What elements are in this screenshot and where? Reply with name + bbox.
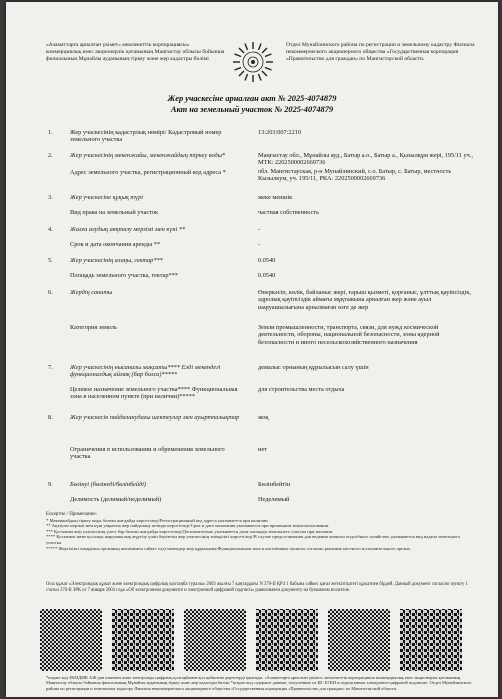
- row-number: 9.: [48, 481, 53, 488]
- row-number: 7.: [48, 364, 53, 371]
- row-value-ru: Неделимый: [258, 496, 290, 503]
- footnote: ** Ақтаулы мерзімі мен күні уақытша жер пайдалану кезінде көрсетіледі/Срок и дата окончания указывается при временном землепользовании.: [46, 523, 330, 529]
- row-value: жеке меншік: [258, 194, 293, 201]
- footer-note: *штрих-код ЗКМДМК АЖ-дан алынған және электронды цифрлық қолтаңбамен қол қойылған деректерді қамтиды. «Азаматтарға арналған үкімет» мемлекеттік корпорациясы коммерциялық емес акционерлік қоғамының Маңғыстау облысы бойынша филиалының Мұнайлы ауданының тіркеу және жер кадастры бөлімі *штрих-код содержит данные, полученные из ИС ЕГКН и подписанные электронно-цифровой подписью. Отдел Мунайлинского района по регистрации и земельному кадастру Филиала некоммерческого акционерного общества «Государственная корпорация «Правительство для граждан» по Мангистауской области.: [46, 675, 472, 691]
- legal-statement: Осы құжат «Электрондық құжат және электрондық цифрлық қолтаңба туралы» 2003 жылғы 7 қаңтардағы N 370-II ҚРЗ 1 бабына сәйкес қағаз жеткізгіштегі құжатпен бірдей. Данный документ согласно пункту 1 статьи 370-II ЗРК от 7 января 2003 года «Об электронном документе и электронной цифровой подписи» равнозначен документу на бумажном носителе.: [46, 582, 468, 593]
- row-label-kz: Жер учаскесіне құқық түрі: [70, 194, 143, 201]
- row-value: Бөлінбейтін: [258, 481, 291, 488]
- row-label-kz: Жер учаскесінің нысаналы мақсаты**** Елді мекендегі функционалдық аймақ (бар болса)*****: [70, 364, 221, 379]
- footnote: *** Қосымша жер учаскесінің үлесі бар болған жағдайда көрсетіледі/Дополнительно указывается доля площади земельного участка при наличии.: [46, 528, 334, 534]
- row-value: 0.0540: [258, 257, 276, 264]
- row-value-ru: Земли промышленности, транспорта, связи, для нужд космической деятельности, обороны, национальной безопасности, зоны ядерной безопасности и иного несельскохозяйственного назначения: [258, 324, 440, 346]
- qr-code: [112, 609, 174, 671]
- qr-code: [184, 609, 246, 671]
- row-label-kz: Жер учаскесін пайдаланудағы шектеулер мен ауыртпалықтар: [70, 414, 240, 421]
- row-value-ru: обл. Мангистауская, р-н Мунайлинский, с.о. Батыр, с. Батыр, местность Кызылкум, уч. 195/11, РКА: 2202500002669736: [258, 168, 452, 183]
- row-label-ru: Ограничения в использовании и обременения земельного участка: [70, 446, 225, 461]
- row-value: Өнеркәсіп, көлік, байланыс жері, ғарыш қызметі, қорғаныс, ұлттық қауіпсіздік, әдролық қауіпсіздік аймағы мұқтажына арналған жер және ауыл шаруашылығына арналмаған өзге де жер: [258, 289, 472, 311]
- row-value-ru: для строительства места отдыха: [258, 386, 345, 393]
- header-org-ru: Отдел Мунайлинского района по регистрации и земельному кадастру Филиала некоммерческого акционерного общества «Государственная корпорация «Правительство для граждан» по Мангистауской области.: [286, 42, 475, 62]
- footnote: * Мекенжайдың тіркеу коды болған жағдайда көрсетіледі/Регистрационный код адреса указывается при наличии.: [46, 517, 269, 523]
- row-label-ru: Срок и дата окончания аренды **: [70, 241, 161, 248]
- row-value-ru: нет: [258, 446, 267, 453]
- row-value-ru: частная собственность: [258, 209, 320, 216]
- row-number: 3.: [48, 194, 53, 201]
- row-label-ru: Площадь земельного участка, гектар***: [70, 272, 178, 279]
- footnote: **** Қосымша жеке қосалқы шаруашылық жүргізу үшін берілетін жер учаскесінің тиімділігі көрсетіледі/В случае предоставления для ведения личного подсобного хозяйства, указывается вид надела земельного участка.: [46, 534, 461, 545]
- state-emblem-icon: [231, 40, 275, 84]
- row-label-ru: Категория земель: [70, 324, 117, 331]
- header-org-kz: «Азаматтарға арналған үкімет» мемлекеттік корпорациясы» коммерциялық емес акционерлік қоғамының Маңғыстау облысы бойынша филиалының Мұнайлы ауданының тіркеу және жер кадастры бөлімі: [46, 42, 225, 62]
- footnote: ***** Жергілікті атқарушы органның шешімімен сәйкес елді мекендер жер құрылымы/Функциональная зона в населённых пунктах согласно решения местного исполнительного органа.: [46, 545, 411, 551]
- act-title-ru: Акт на земельный участок № 2025-4074879: [170, 105, 334, 114]
- row-number: 4.: [48, 226, 53, 233]
- qr-code: [328, 609, 390, 671]
- row-label-ru: Вид права на земельный участок: [70, 209, 159, 216]
- footnotes: [46, 512, 476, 551]
- row-value: 13:203:007:2210: [258, 129, 302, 136]
- row-number: 8.: [48, 414, 53, 421]
- row-label-kz: Жалға алудың аяқталу мерзімі мен күні **: [70, 226, 186, 233]
- qr-code: [400, 609, 462, 671]
- act-title-kz: Жер учаскесіне арналған акт № 2025-4074879: [167, 94, 337, 103]
- row-label-kz: Бөлінуі (бөлінеді/бөлінбейді): [70, 481, 147, 488]
- row-value-ru: 0.0540: [258, 272, 276, 279]
- row-label-kz: Жер учаскесінің алаңы, гектар***: [70, 257, 163, 264]
- row-label-kz: Жердің санаты: [70, 289, 113, 296]
- row-number: 6.: [48, 289, 53, 296]
- row-value-ru: -: [258, 241, 261, 248]
- row-value: Маңғыстау обл., Мұнайлы ауд., Батыр а.о., Батыр а., Қызылқұм жері, 195/11 уч., МТК: 2202500002669736: [258, 152, 473, 167]
- row-value: демалыс орнының құрылысын салу үшін: [258, 364, 369, 371]
- row-number: 5.: [48, 257, 53, 264]
- qr-code: [256, 609, 318, 671]
- row-label-kz: Жер учаскесінің мекенжайы, мекенжайдың тіркеу коды*: [70, 152, 226, 159]
- row-value: -: [258, 226, 261, 233]
- qr-code: [40, 609, 102, 671]
- footnotes-heading: Ескертпе / Примечание:: [46, 512, 97, 517]
- document-sheet: [6, 2, 498, 697]
- row-value: жоқ: [258, 414, 269, 421]
- row-number: 2.: [48, 152, 53, 159]
- row-number: 1.: [48, 129, 53, 136]
- row-label-ru: Адрес земельного участка, регистрационный код адреса *: [70, 169, 226, 176]
- row-label-ru: Делимость (делимый/неделимый): [70, 496, 162, 503]
- barcode-strip: [40, 607, 470, 673]
- row-label-ru: Целевое назначение земельного участка**** Функциональная зона в населенном пункте (при наличии)*****: [70, 386, 238, 401]
- row-label-kz: Жер учаскесінің кадастрлық нөмірі/ Кадастровый номер земельного участка: [70, 129, 222, 144]
